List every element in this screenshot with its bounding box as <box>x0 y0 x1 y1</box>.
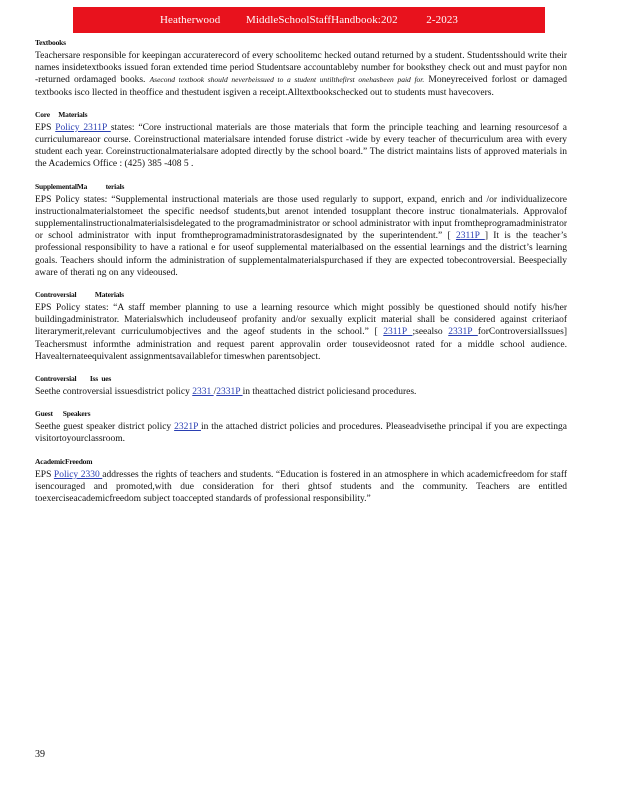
body-text: in theattached district policiesand procedures. <box>242 387 417 398</box>
body-text: EPS <box>35 122 56 133</box>
body-text: Seethe controversial issuesdistrict policy <box>35 387 193 398</box>
section-body <box>35 122 567 171</box>
section-body <box>35 421 567 445</box>
body-text: states: “Core instructional materials are those materials that form the principle teaching and learning resourcesof a curriculumareaor course. Coreinstructional materialsare intended foruse district -wide by every teacher of thecurriculum area with every student each year. Coreinstructionalmaterialsare adopted directly by the school board.” The district maintains lists of approved materials in the Academics Office : (425) 385 -408 5 . <box>35 122 567 170</box>
section-body <box>35 302 567 363</box>
section-body <box>35 386 567 398</box>
section-heading: SupplementalMa terials <box>35 181 125 191</box>
body-text: Teachersare responsible for keepingan accuraterecord of every schoolitemc hecked outand returned by a student. Studentsshould write their names insidetextbooks issued foran extended time period Studentsare accountableby number for booksthey check out and must payfor non -returned ordamaged books. <box>35 51 567 86</box>
section-textbooks <box>35 38 567 99</box>
policy-link-2331p[interactable]: 2331P <box>448 327 478 338</box>
section-body <box>35 194 567 279</box>
section-body <box>35 469 567 506</box>
section-heading: Core Materials <box>35 109 88 119</box>
body-text: EPS Policy states: “Supplemental instructional materials are those used regularly to support, expand, enrich and /or individualizecore instructionalmaterialstomeet the specific needsof students,but arenot intended tosupplant thecore instruc tionalmaterials. Approvalof supplementalinstructionalmaterialsisdelegated to the programadministrator or school administrator with input fromtheprogramadministrator or school administrator with input fromtheprogramadministratorasdesignated by the superintendent.” [ <box>35 194 567 242</box>
policy-link-2311p[interactable]: 2311P <box>383 327 413 338</box>
body-italic-text: Asecond textbook should neverbeissued to a student untilthefirst onehasbeen paid for. <box>149 75 425 85</box>
body-text: Seethe guest speaker district policy <box>35 422 175 433</box>
section-controversial-issues <box>35 374 567 398</box>
body-text: addresses the rights of teachers and students. “Education is fostered in an atmosphere in which academicfreedom for staff isencouraged and promoted,with due consideration for theri ghtsof students and the community. Teachers are entitled toexerciseacademicfreedom subject toaccepted standards of professional responsibility.” <box>35 469 567 505</box>
section-core-materials <box>35 110 567 171</box>
handbook-header-banner <box>73 7 545 33</box>
section-heading: Textbooks <box>35 38 66 47</box>
policy-link-2321p[interactable]: 2321P <box>174 422 201 433</box>
handbook-content <box>35 38 567 516</box>
body-text: Moneyreceived forlost or damaged textbooks isco llected in theoffice and thestudent isgiven a receipt.Alltextbookschecked out to students must havecovers. <box>35 75 567 98</box>
section-academic-freedom <box>35 457 567 506</box>
body-text: forControversialIssues] Teachersmust informthe administration and request parent approvalin order tousevideosnot rated for a middle school audience. Havealternateequivalent assignmentsavailablefor timeswhen parentsobject. <box>35 327 568 362</box>
policy-link-2311p[interactable]: Policy 2311P <box>55 122 111 133</box>
policy-link-2331p[interactable]: 2331P <box>216 387 243 398</box>
body-text: EPS Policy states: “A staff member planning to use a learning resource which might possibly be questioned should notify his/her buildingadministrator. Materialswhich includeuseof profanity and/or sexually explicit material shall be considered against criteriaof literarymerit,relevant curriculumobjectives and the ageof students in the school.” [ <box>35 303 567 338</box>
section-supplemental-materials <box>35 182 567 279</box>
page-number: 39 <box>35 749 45 760</box>
policy-link-2330[interactable]: Policy 2330 <box>53 469 103 480</box>
section-guest-speakers <box>35 409 567 445</box>
body-text: / <box>213 387 217 398</box>
section-controversial-materials <box>35 290 567 363</box>
policy-link-2311p[interactable]: 2311P <box>455 231 485 242</box>
body-text: ;seealso <box>412 327 449 338</box>
policy-link-2331[interactable]: 2331 <box>192 387 214 398</box>
handbook-header-title: Heatherwood MiddleSchoolStaffHandbook:202 2-2023 <box>159 14 459 26</box>
section-heading: AcademicFreedom <box>35 456 93 466</box>
body-text: ] It is the teacher’s professional responsibility to have a rational e for useof supplemental materialbased on the essential learnings and the district’s learning goals. Teachers should inform the administration of supplementalmaterialspurchased if they are expected tobecontroversial. Beespecially aware of therati ng on any videoused. <box>35 231 567 278</box>
body-text: in the attached district policies and procedures. Pleaseadvisethe principal if you are expectinga visitortoyourclassroom. <box>35 422 568 445</box>
section-heading: Controversial Iss ues <box>35 374 112 384</box>
section-heading: Controversial Materials <box>35 290 124 300</box>
section-body <box>35 50 567 99</box>
section-heading: Guest Speakers <box>35 409 91 419</box>
body-text: EPS <box>35 469 54 480</box>
